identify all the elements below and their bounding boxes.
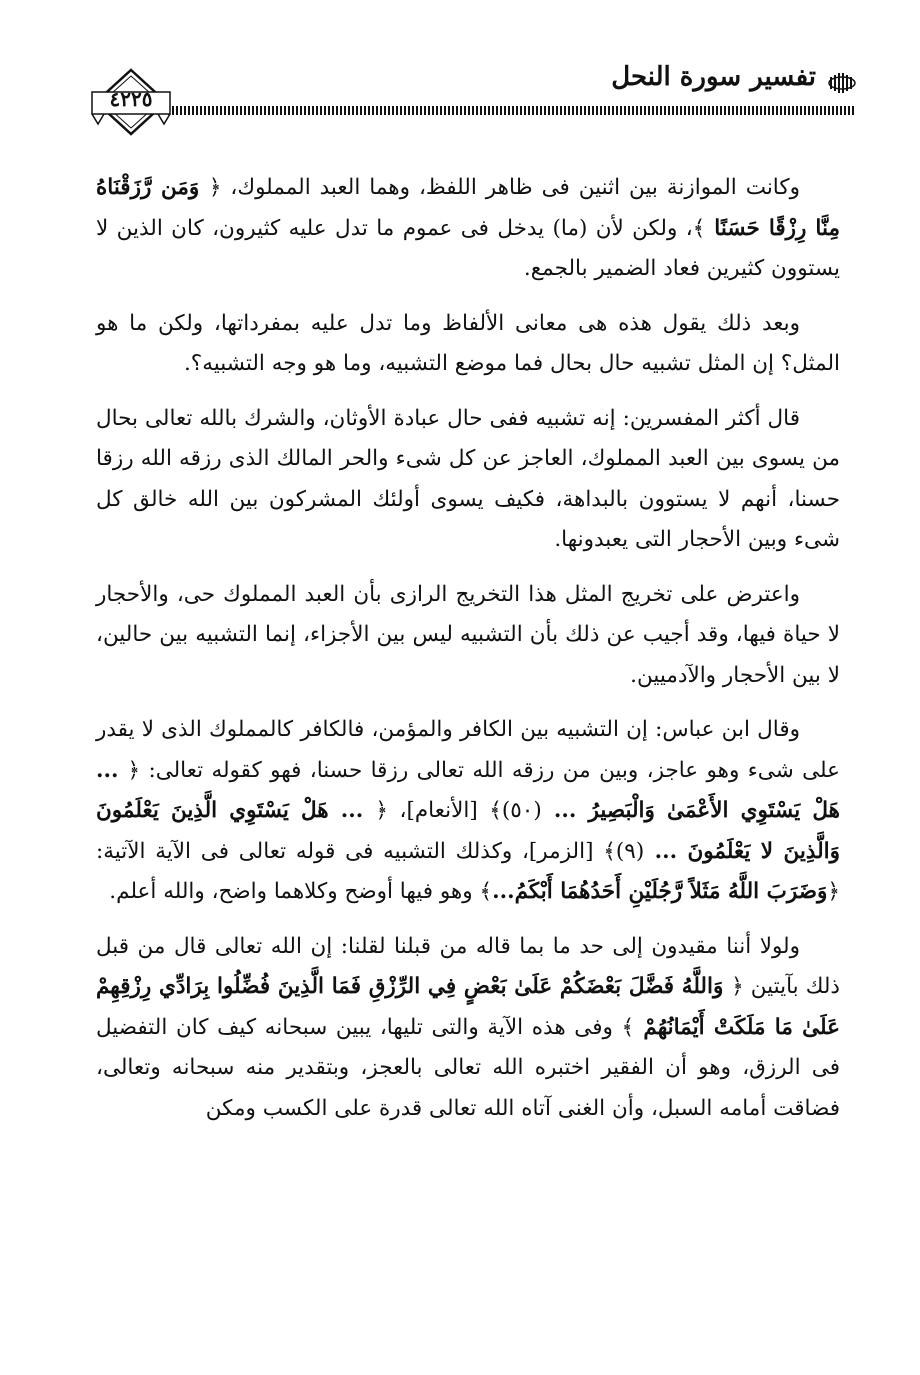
quran-bracket-close: ﴾ — [621, 1014, 635, 1040]
quran-verse: وَاللَّهُ فَضَّلَ بَعْضَكُمْ عَلَىٰ بَعْضٍ فِي الرِّزْقِ فَمَا الَّذِينَ فُضِّلُوا بِرَادِّي رِزْقِهِمْ عَلَىٰ مَا مَلَكَتْ أَيْمَانُهُمْ — [96, 974, 840, 1040]
quran-bracket-open: ﴿ — [827, 879, 840, 904]
paragraph-text: وقال ابن عباس: إن التشبيه بين الكافر والمؤمن، فالكافر كالمملوك الذى لا يقدر على شىء وهو عاجز، وبين من رزقه الله تعالى رزقا حسنا، فهو كقوله تعالى: — [96, 717, 840, 783]
quran-bracket-open: ﴿ — [375, 798, 389, 823]
quran-bracket-close: ﴾ — [479, 879, 493, 904]
quran-verse: ... هَلْ يَسْتَوِي الَّذِينَ يَعْلَمُونَ وَالَّذِينَ لا يَعْلَمُونَ ... — [96, 798, 840, 864]
quran-bracket-open: ﴿ — [731, 974, 744, 999]
paragraph-5 — [96, 710, 840, 913]
paragraph-text: واعترض على تخريج المثل هذا التخريج الرازى بأن العبد المملوك حى، والأحجار لا حياة فيها، وقد أجيب عن ذلك بأن التشبيه ليس بين الأجزاء، إنما التشبيه بين حالين، لا بين الأحجار والآدميين. — [96, 581, 840, 688]
surah-title: تفسير سورة النحل — [611, 62, 816, 92]
paragraph-1 — [96, 168, 840, 290]
paragraph-text: وكانت الموازنة بين اثنين فى ظاهر اللفظ، وهما العبد المملوك، — [221, 175, 800, 200]
surah-reference: [الأنعام]، — [388, 798, 490, 823]
quran-bracket-close: ﴾ — [692, 215, 706, 241]
paragraph-text: وهو فيها أوضح وكلاهما واضح، والله أعلم. — [109, 879, 480, 904]
quran-bracket-open: ﴿ — [127, 757, 141, 783]
header-rule — [168, 106, 856, 115]
page-number: ٤٢٢٥ — [109, 87, 153, 111]
verse-number: (٥٠) — [501, 798, 542, 823]
paragraph-4 — [96, 575, 840, 697]
paragraph-text: قال أكثر المفسرين: إنه تشبيه ففى حال عبادة الأوثان، والشرك بالله تعالى بحال من يسوى بين العبد المملوك، العاجز عن كل شىء والحر المالك الذى رزقه الله رزقا حسنا، أنهم لا يستوون بالبداهة، فكيف يسوى أولئك المشركون بين الله خالق كل شىء وبين الأحجار التى يعبدونها. — [96, 405, 840, 552]
quran-verse: ... هَلْ يَسْتَوِي الأَعْمَىٰ وَالْبَصِيرُ ... — [96, 757, 840, 823]
surah-reference: [الزمر] — [528, 838, 604, 864]
paragraph-text: وفى هذه الآية والتى تليها، يبين سبحانه كيف كان التفضيل فى الرزق، وهو أن الفقير اختبره الله تعالى بالعجز، وبتقدير منه سبحانه وتعالى، فضاقت أمامه السبل، وأن الغنى آتاه الله تعالى قدرة على الكسب ومكن — [96, 1014, 840, 1121]
quran-bracket-close: ﴾ — [489, 798, 502, 823]
paragraph-text: ولولا أننا مقيدون إلى حد ما بما قاله من قبلنا لقلنا: إن الله تعالى قال من قبل ذلك بآيتين — [96, 933, 840, 999]
quran-bracket-close: ﴾ — [603, 838, 616, 864]
paragraph-text: ، ولكن لأن (ما) يدخل فى عموم ما تدل عليه كثيرون، كان الذين لا يستوون كثيرين فعاد الضمير بالجمع. — [96, 215, 840, 281]
quran-verse: وَمَن رَّزَقْنَاهُ مِنَّا رِزْقًا حَسَنًا — [96, 175, 840, 241]
quran-bracket-open: ﴿ — [208, 175, 222, 200]
paragraph-2 — [96, 304, 840, 385]
paragraph-3 — [96, 399, 840, 561]
page-body — [96, 168, 840, 1143]
paragraph-text: وبعد ذلك يقول هذه هى معانى الألفاظ وما تدل عليه بمفرداتها، ولكن ما هو المثل؟ إن المثل تشبيه حال بحال فما موضع التشبيه، وما هو وجه التشبيه؟. — [96, 310, 840, 376]
quran-verse: وَضَرَبَ اللَّهُ مَثَلاً رَّجُلَيْنِ أَحَدُهُمَا أَبْكَمُ... — [492, 879, 828, 904]
paragraph-6 — [96, 927, 840, 1130]
verse-number: (٩) — [615, 838, 645, 864]
paragraph-text: ، وكذلك التشبيه فى قوله تعالى فى الآية الآتية: — [96, 838, 529, 864]
ornament-icon — [828, 72, 856, 94]
page-header — [88, 60, 856, 140]
